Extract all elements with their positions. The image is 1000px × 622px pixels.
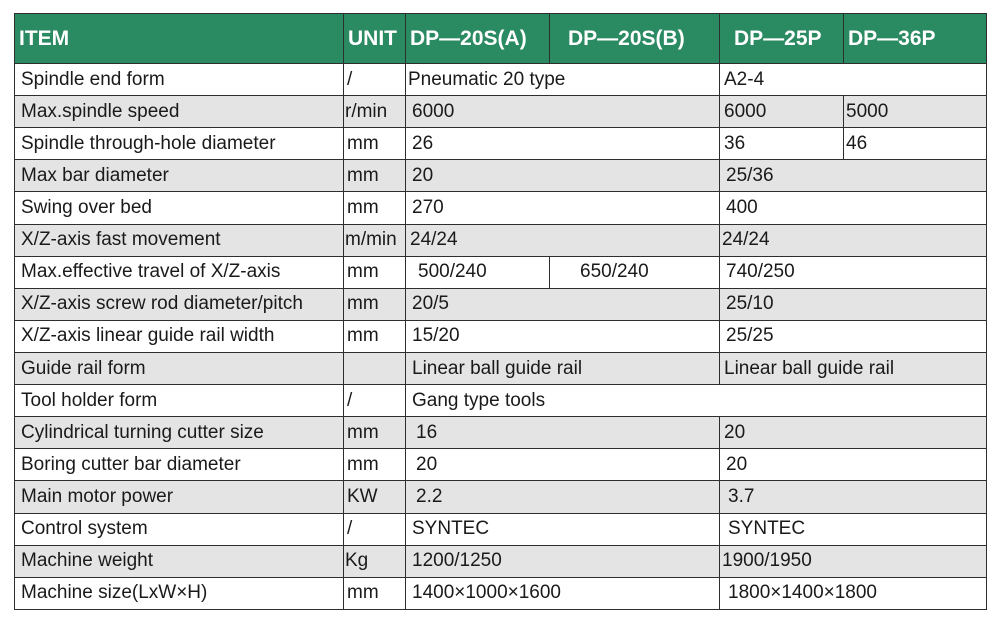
row-item: Max.effective travel of X/Z-axis — [15, 256, 344, 288]
row-item: Swing over bed — [15, 192, 344, 224]
row-value-d: 46 — [844, 128, 987, 160]
table-row — [15, 417, 987, 449]
row-item: Boring cutter bar diameter — [15, 449, 344, 481]
row-unit — [344, 352, 406, 384]
row-value-a: 6000 — [406, 96, 720, 128]
row-value-a: Linear ball guide rail — [406, 352, 720, 384]
row-unit: m/min — [344, 224, 406, 256]
table-row — [15, 385, 987, 417]
row-value-c: 20 — [720, 417, 987, 449]
row-value-a: Gang type tools — [406, 385, 987, 417]
row-unit: mm — [344, 449, 406, 481]
row-value-c: 1800×1400×1800 — [720, 577, 987, 609]
row-unit: r/min — [344, 96, 406, 128]
table-row — [15, 320, 987, 352]
row-item: X/Z-axis linear guide rail width — [15, 320, 344, 352]
row-value-c: 3.7 — [720, 481, 987, 513]
row-unit: / — [344, 64, 406, 96]
table-row — [15, 192, 987, 224]
row-value-c: 25/10 — [720, 288, 987, 320]
header-model-dp20s-b: DP—20S(B) — [550, 14, 720, 64]
row-value-a: SYNTEC — [406, 513, 720, 545]
row-unit: / — [344, 513, 406, 545]
row-item: Tool holder form — [15, 385, 344, 417]
row-value-c: 24/24 — [720, 224, 987, 256]
row-value-c: Linear ball guide rail — [720, 352, 987, 384]
table-row — [15, 96, 987, 128]
row-value-a: 1400×1000×1600 — [406, 577, 720, 609]
table-row — [15, 513, 987, 545]
spec-table — [14, 13, 987, 610]
header-model-dp25p: DP—25P — [720, 14, 844, 64]
row-value-c: SYNTEC — [720, 513, 987, 545]
row-value-c: A2-4 — [720, 64, 987, 96]
header-item: ITEM — [15, 14, 344, 64]
row-value-a: 20/5 — [406, 288, 720, 320]
row-unit: mm — [344, 417, 406, 449]
row-item: Machine weight — [15, 545, 344, 577]
header-row — [15, 14, 987, 64]
row-item: Control system — [15, 513, 344, 545]
row-value-a: 270 — [406, 192, 720, 224]
row-value-c: 25/25 — [720, 320, 987, 352]
row-value-a: 20 — [406, 160, 720, 192]
row-value-a: 500/240 — [406, 256, 550, 288]
row-value-c: 36 — [720, 128, 844, 160]
row-value-a: 20 — [406, 449, 720, 481]
table-row — [15, 288, 987, 320]
table-row — [15, 128, 987, 160]
row-value-c: 20 — [720, 449, 987, 481]
table-row — [15, 256, 987, 288]
row-value-a: 1200/1250 — [406, 545, 720, 577]
header-model-dp20s-a: DP—20S(A) — [406, 14, 550, 64]
row-unit: mm — [344, 288, 406, 320]
row-unit: mm — [344, 128, 406, 160]
row-unit: KW — [344, 481, 406, 513]
row-value-d: 5000 — [844, 96, 987, 128]
row-unit: mm — [344, 160, 406, 192]
table-row — [15, 224, 987, 256]
row-value-c: 400 — [720, 192, 987, 224]
row-value-a: 24/24 — [406, 224, 720, 256]
row-unit: mm — [344, 192, 406, 224]
row-value-b: 650/240 — [550, 256, 720, 288]
row-value-c: 25/36 — [720, 160, 987, 192]
row-unit: mm — [344, 256, 406, 288]
row-unit: Kg — [344, 545, 406, 577]
row-unit: mm — [344, 320, 406, 352]
table-row — [15, 64, 987, 96]
table-row — [15, 449, 987, 481]
row-item: Max.spindle speed — [15, 96, 344, 128]
row-value-c: 6000 — [720, 96, 844, 128]
row-item: Max bar diameter — [15, 160, 344, 192]
row-item: Main motor power — [15, 481, 344, 513]
row-value-a: 16 — [406, 417, 720, 449]
table-row — [15, 545, 987, 577]
table-row — [15, 577, 987, 609]
row-item: Spindle through-hole diameter — [15, 128, 344, 160]
row-item: Guide rail form — [15, 352, 344, 384]
header-unit: UNIT — [344, 14, 406, 64]
row-unit: / — [344, 385, 406, 417]
row-item: X/Z-axis fast movement — [15, 224, 344, 256]
row-value-a: 15/20 — [406, 320, 720, 352]
row-item: Spindle end form — [15, 64, 344, 96]
row-item: Machine size(LxW×H) — [15, 577, 344, 609]
table-row — [15, 481, 987, 513]
row-value-a: 26 — [406, 128, 720, 160]
row-value-a: Pneumatic 20 type — [406, 64, 720, 96]
row-value-a: 2.2 — [406, 481, 720, 513]
table-row — [15, 352, 987, 384]
row-value-c: 1900/1950 — [720, 545, 987, 577]
table-row — [15, 160, 987, 192]
header-model-dp36p: DP—36P — [844, 14, 987, 64]
row-item: X/Z-axis screw rod diameter/pitch — [15, 288, 344, 320]
row-value-c: 740/250 — [720, 256, 987, 288]
row-unit: mm — [344, 577, 406, 609]
row-item: Cylindrical turning cutter size — [15, 417, 344, 449]
